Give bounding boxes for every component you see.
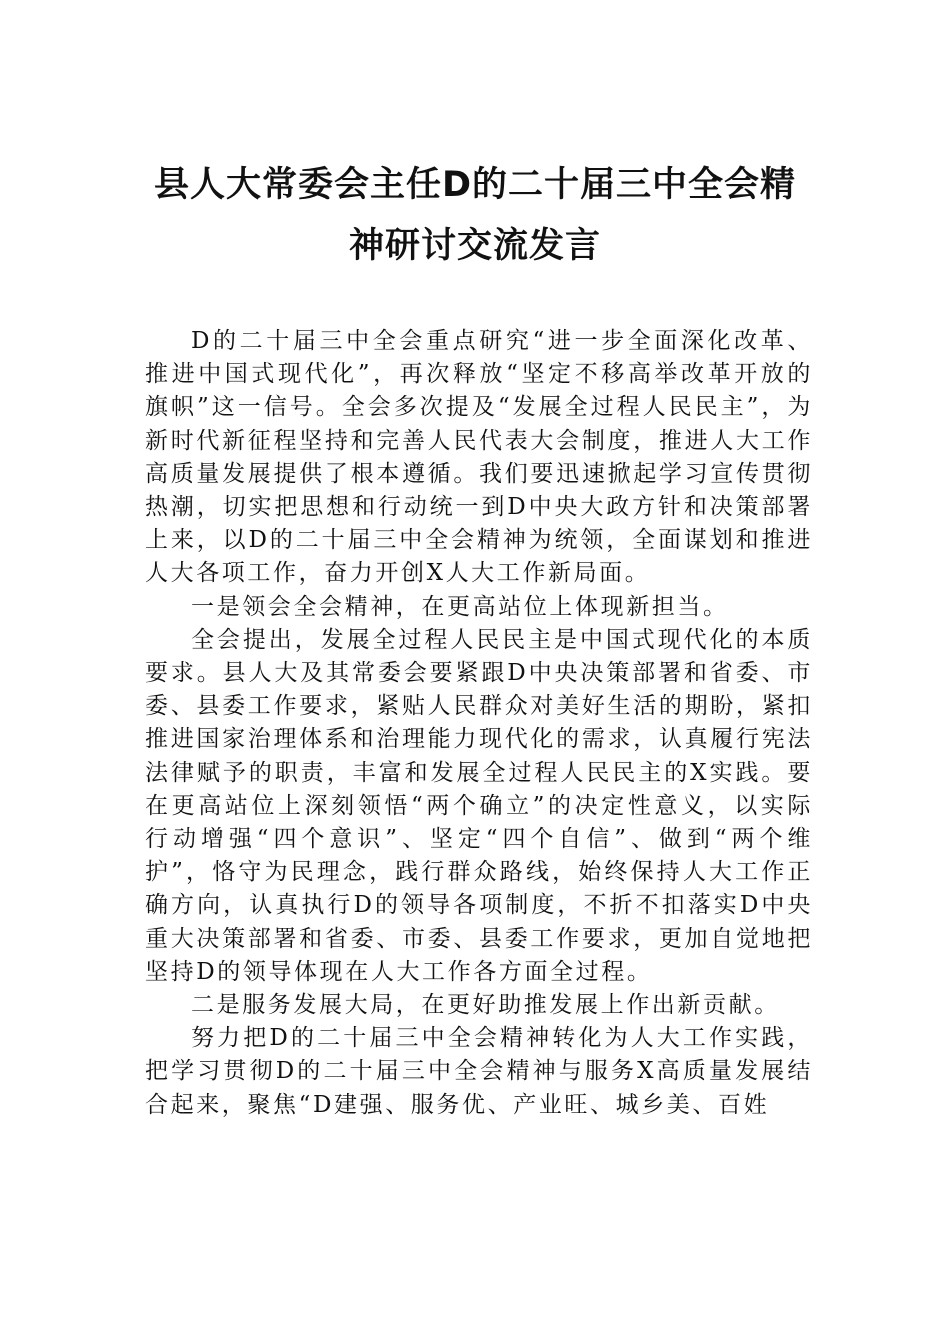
body-paragraph: 努力把D的二十届三中全会精神转化为人大工作实践，把学习贯彻D的二十届三中全会精神与服务X高质量发展结合起来，聚焦“D建强、服务优、产业旺、城乡美、百姓 — [145, 1025, 813, 1118]
document-title-line-2: 神研讨交流发言 — [348, 226, 601, 266]
document-body — [145, 325, 813, 1122]
section-heading: 一是领会全会精神，在更高站位上体现新担当。 — [191, 593, 729, 620]
document-title-line-1: 县人大常委会主任D的二十届三中全会精 — [153, 165, 797, 205]
body-paragraph: D的二十届三中全会重点研究“进一步全面深化改革、推进中国式现代化”，再次释放“坚定不移高举改革开放的旗帜”这一信号。全会多次提及“发展全过程人民民主”，为新时代新征程坚持和完善人民代表大会制度，推进人大工作高质量发展提供了根本遵循。我们要迅速掀起学习宣传贯彻热潮，切实把思想和行动统一到D中央大政方针和决策部署上来，以D的二十届三中全会精神为统领，全面谋划和推进人大各项工作，奋力开创X人大工作新局面。 — [145, 328, 813, 587]
body-paragraph: 全会提出，发展全过程人民民主是中国式现代化的本质要求。县人大及其常委会要紧跟D中央决策部署和省委、市委、县委工作要求，紧贴人民群众对美好生活的期盼，紧扣推进国家治理体系和治理能力现代化的需求，认真履行宪法法律赋予的职责，丰富和发展全过程人民民主的X实践。要在更高站位上深刻领悟“两个确立”的决定性意义，以实际行动增强“四个意识”、坚定“四个自信”、做到“两个维护”，恪守为民理念，践行群众路线，始终保持人大工作正确方向，认真执行D的领导各项制度，不折不扣落实D中央重大决策部署和省委、市委、县委工作要求，更加自觉地把坚持D的领导体现在人大工作各方面全过程。 — [145, 626, 813, 985]
section-heading: 二是服务发展大局，在更好助推发展上作出新贡献。 — [191, 992, 780, 1019]
